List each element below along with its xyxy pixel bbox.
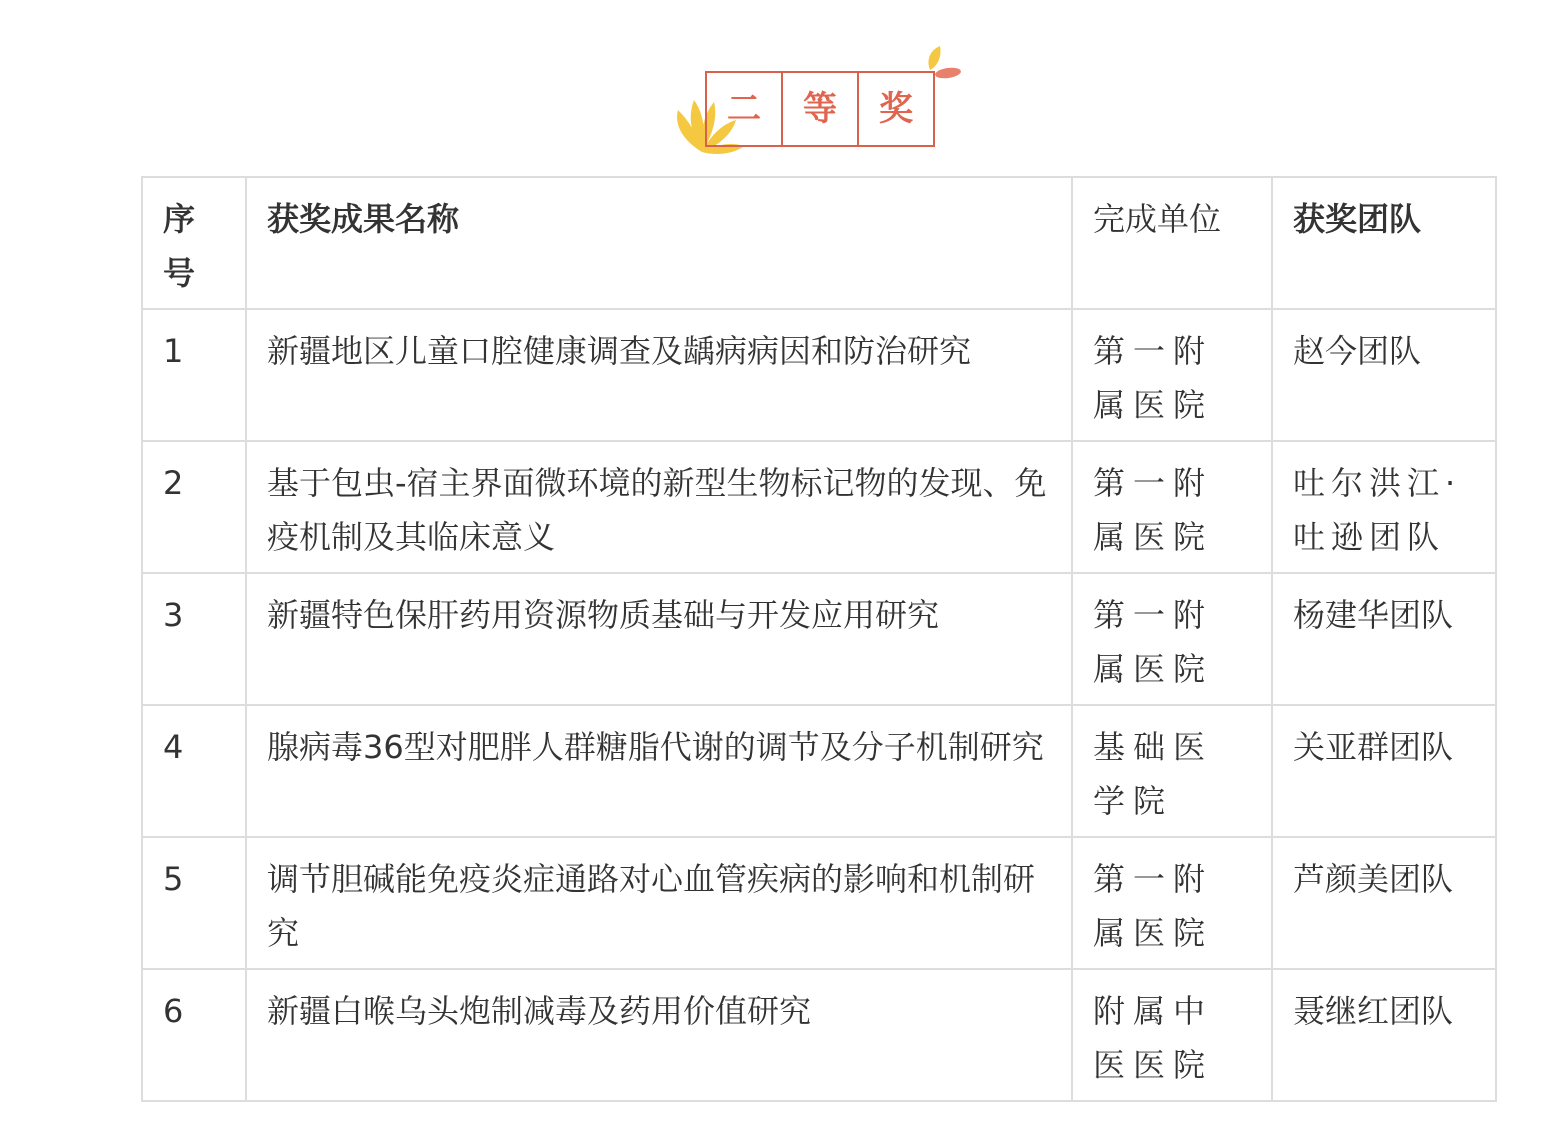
header-number: 序号	[142, 177, 246, 309]
row-achievement-name: 新疆特色保肝药用资源物质基础与开发应用研究	[246, 573, 1072, 705]
award-title-char: 奖	[879, 89, 913, 129]
table-row	[142, 441, 1496, 573]
row-number: 6	[142, 969, 246, 1101]
row-number: 4	[142, 705, 246, 837]
header-team: 获奖团队	[1272, 177, 1496, 309]
row-achievement-name: 基于包虫-宿主界面微环境的新型生物标记物的发现、免疫机制及其临床意义	[246, 441, 1072, 573]
table-row	[142, 705, 1496, 837]
row-unit: 第一附属医院	[1072, 573, 1272, 705]
award-title-char: 二	[707, 73, 783, 145]
row-achievement-name: 新疆地区儿童口腔健康调查及龋病病因和防治研究	[246, 309, 1072, 441]
award-banner	[672, 40, 972, 160]
header-unit: 完成单位	[1072, 177, 1272, 309]
row-number: 2	[142, 441, 246, 573]
row-number: 1	[142, 309, 246, 441]
row-unit: 基础医学院	[1072, 705, 1272, 837]
row-unit: 第一附属医院	[1072, 441, 1272, 573]
header-achievement-name: 获奖成果名称	[246, 177, 1072, 309]
row-number: 3	[142, 573, 246, 705]
row-team: 聂继红团队	[1272, 969, 1496, 1101]
award-title-char: 等	[783, 73, 859, 145]
row-unit: 第一附属医院	[1072, 309, 1272, 441]
row-team: 赵今团队	[1272, 309, 1496, 441]
row-number: 5	[142, 837, 246, 969]
row-achievement-name: 腺病毒36型对肥胖人群糖脂代谢的调节及分子机制研究	[246, 705, 1072, 837]
award-table	[141, 176, 1497, 1102]
row-unit: 附属中医医院	[1072, 969, 1272, 1101]
row-team: 吐尔洪江·吐逊团队	[1272, 441, 1496, 573]
row-team: 关亚群团队	[1272, 705, 1496, 837]
table-row	[142, 837, 1496, 969]
row-unit: 第一附属医院	[1072, 837, 1272, 969]
table-row	[142, 573, 1496, 705]
row-achievement-name: 新疆白喉乌头炮制减毒及药用价值研究	[246, 969, 1072, 1101]
row-achievement-name: 调节胆碱能免疫炎症通路对心血管疾病的影响和机制研究	[246, 837, 1072, 969]
table-row	[142, 969, 1496, 1101]
row-team: 芦颜美团队	[1272, 837, 1496, 969]
table-header-row	[142, 177, 1496, 309]
table-row	[142, 309, 1496, 441]
award-title	[705, 71, 935, 147]
row-team: 杨建华团队	[1272, 573, 1496, 705]
